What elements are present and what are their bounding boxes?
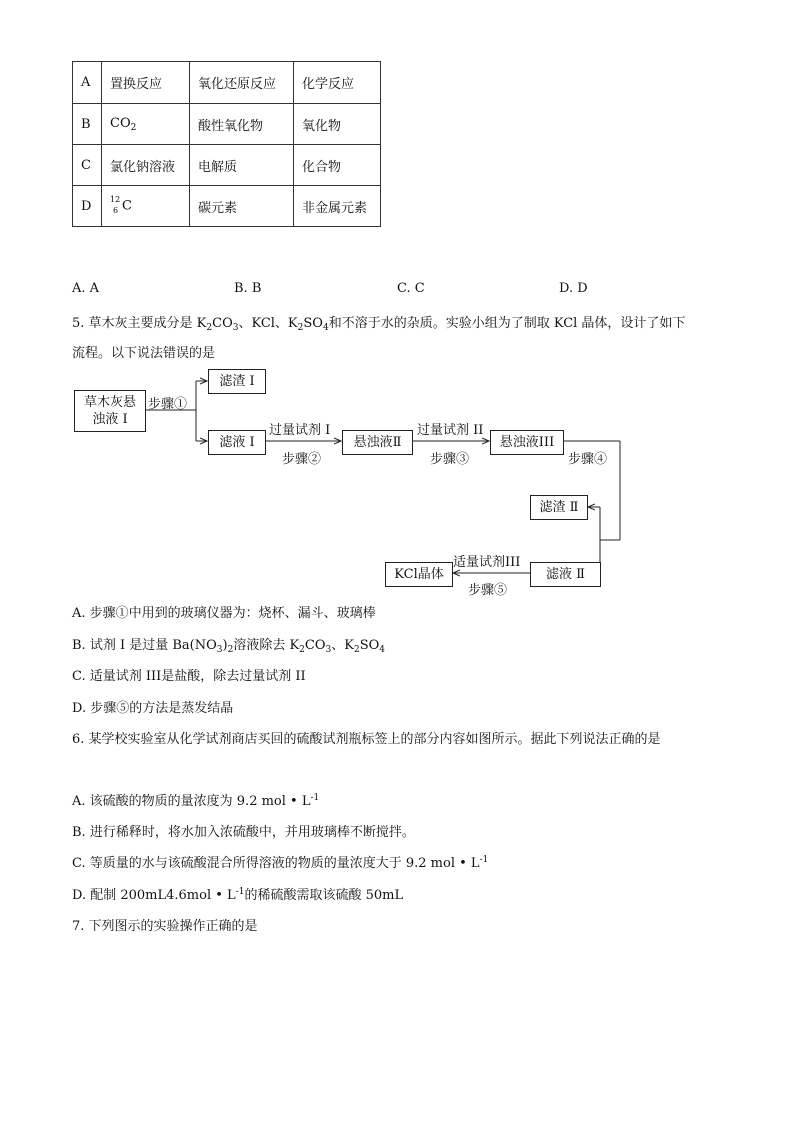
option-text: 溶液除去 K <box>233 638 300 653</box>
row-letter: D <box>73 186 102 227</box>
question-7-stem: 7. 下列图示的实验操作正确的是 <box>72 919 258 934</box>
q6-option-d[interactable] <box>72 884 403 903</box>
q5-option-a[interactable]: A. 步骤①中用到的玻璃仪器为：烧杯、漏斗、玻璃棒 <box>72 606 376 621</box>
step-4-label: 步骤④ <box>568 452 608 467</box>
stem-text: 和不溶于水的杂质。实验小组为了制取 KCl 晶体，设计了如下 <box>328 316 686 331</box>
filtrate-2-box: 滤液 Ⅱ <box>530 562 601 587</box>
table-cell: 非金属元素 <box>294 186 381 227</box>
reagent-3-label: 适量试剂III <box>453 555 521 570</box>
option-text: 、K <box>331 638 354 653</box>
step-5-label: 步骤⑤ <box>468 583 508 598</box>
row-letter: A <box>73 62 102 104</box>
q5-option-b[interactable] <box>72 634 385 655</box>
start-suspension-box: 草木灰悬 浊液 Ⅰ <box>74 390 146 432</box>
option-d[interactable]: D. D <box>559 281 588 296</box>
step-3-label: 步骤③ <box>430 452 470 467</box>
option-a[interactable]: A. A <box>72 281 100 296</box>
option-text: A. 该硫酸的物质的量浓度为 9.2 mol • L <box>72 794 311 809</box>
option-text: C. 等质量的水与该硫酸混合所得溶液的物质的量浓度大于 9.2 mol • L <box>72 856 480 871</box>
row-letter: C <box>73 145 102 186</box>
filtrate-1-box: 滤液 Ⅰ <box>208 430 266 455</box>
formula-text: CO <box>110 115 131 131</box>
q6-option-b[interactable]: B. 进行稀释时，将水加入浓硫酸中，并用玻璃棒不断搅拌。 <box>72 825 415 840</box>
stem-text: CO <box>212 316 233 331</box>
subscript: 2 <box>227 645 234 655</box>
reagent-2-label: 过量试剂 II <box>417 423 484 438</box>
option-b[interactable]: B. B <box>234 281 262 296</box>
mass-number: 12 <box>110 195 121 204</box>
superscript: -1 <box>310 793 320 803</box>
table-cell: 氧化物 <box>294 104 381 145</box>
subscript: 2 <box>206 323 213 333</box>
question-6-stem: 6. 某学校实验室从化学试剂商店买回的硫酸试剂瓶标签上的部分内容如图所示。据此下列说法正确的是 <box>72 732 661 747</box>
q5-option-c[interactable]: C. 适量试剂 III是盐酸，除去过量试剂 II <box>72 669 306 684</box>
table-cell: 氯化钠溶液 <box>102 145 190 186</box>
suspension-3-box: 悬浊液III <box>490 430 564 455</box>
subscript: 2 <box>130 122 137 133</box>
q6-option-a[interactable] <box>72 790 319 809</box>
table-cell: 酸性氧化物 <box>190 104 294 145</box>
table-cell: 化合物 <box>294 145 381 186</box>
option-c[interactable]: C. C <box>397 281 425 296</box>
option-text: B. 试剂 I 是过量 Ba(NO <box>72 638 217 653</box>
subscript: 4 <box>379 645 386 655</box>
row-letter: B <box>73 104 102 145</box>
question-5-stem-line2: 流程。以下说法错误的是 <box>72 346 216 361</box>
table-cell: 氧化还原反应 <box>190 62 294 104</box>
subscript: 2 <box>299 645 305 655</box>
step-1-label: 步骤① <box>148 397 188 412</box>
stem-text: 5. 草木灰主要成分是 K <box>72 316 207 331</box>
option-text: 的稀硫酸需取该硫酸 50mL <box>244 888 404 903</box>
subscript: 3 <box>232 323 239 333</box>
table-cell: 电解质 <box>190 145 294 186</box>
q5-option-d[interactable]: D. 步骤⑤的方法是蒸发结晶 <box>72 701 234 716</box>
subscript: 3 <box>216 645 223 655</box>
q6-option-c[interactable] <box>72 852 488 871</box>
superscript: -1 <box>235 887 245 897</box>
stem-text: 、KCl、K <box>238 316 298 331</box>
subscript: 3 <box>325 645 332 655</box>
table-cell: 碳元素 <box>190 186 294 227</box>
option-text: SO <box>359 638 380 653</box>
residue-2-box: 滤渣 Ⅱ <box>530 495 588 520</box>
kcl-crystal-box: KCl晶体 <box>385 562 453 587</box>
subscript: 2 <box>297 323 304 333</box>
table-cell: 化学反应 <box>294 62 381 104</box>
residue-1-box: 滤渣 Ⅰ <box>208 369 266 394</box>
atomic-number: 6 <box>113 206 119 215</box>
subscript: 2 <box>353 645 360 655</box>
subscript: 4 <box>322 323 329 333</box>
superscript: -1 <box>479 855 489 865</box>
suspension-2-box: 悬浊液Ⅱ <box>342 430 413 455</box>
reagent-1-label: 过量试剂 I <box>269 423 331 438</box>
element-symbol: C <box>122 198 132 214</box>
stem-text: SO <box>303 316 323 331</box>
option-text: D. 配制 200mL4.6mol • L <box>72 888 236 903</box>
option-text: CO <box>304 638 326 653</box>
table-cell: 置换反应 <box>102 62 190 104</box>
step-2-label: 步骤② <box>282 452 322 467</box>
option-text: ) <box>222 638 228 653</box>
